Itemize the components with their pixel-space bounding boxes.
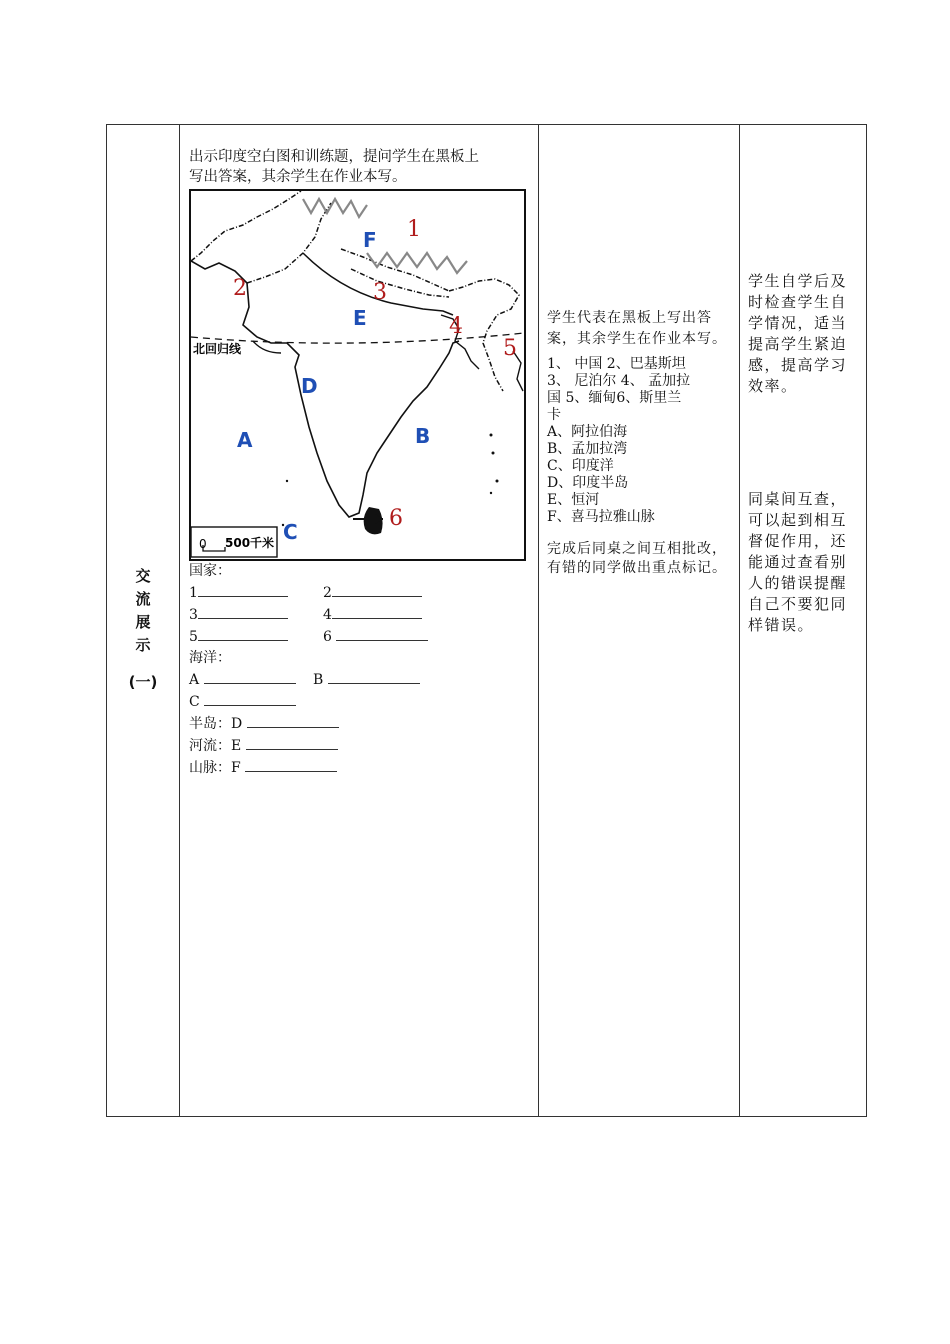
blank-label: 河流：E	[189, 738, 242, 754]
answer-line: D、印度半岛	[547, 475, 629, 491]
answer-blank[interactable]	[198, 604, 288, 619]
peer-review-note: 完成后同桌之间互相批改，有错的同学做出重点标记。	[547, 541, 727, 576]
answer-blank[interactable]	[245, 757, 337, 772]
blank-label: 6	[323, 629, 332, 645]
map-drawing	[191, 191, 524, 559]
instruction-line: 出示印度空白图和训练题，提问学生在黑板上	[189, 149, 479, 165]
country-number: 1	[407, 217, 421, 242]
scale-label: 500千米	[225, 536, 275, 550]
region-letter: A	[237, 428, 253, 452]
india-blank-map	[189, 189, 526, 561]
answer-blank[interactable]	[332, 582, 422, 597]
tropic-label: 北回归线	[193, 342, 242, 356]
answer-line: A、阿拉伯海	[547, 424, 628, 440]
instruction-line: 写出答案，其余学生在作业本写。	[189, 169, 407, 185]
teacher-activity-cell	[179, 125, 538, 1116]
answer-blank[interactable]	[198, 626, 288, 641]
country-header: 国家：	[189, 563, 231, 579]
region-letter: D	[301, 374, 318, 398]
scale-zero: 0	[199, 537, 207, 551]
answer-blank[interactable]	[247, 713, 339, 728]
himalaya-mark	[303, 199, 367, 217]
answer-blank[interactable]	[198, 582, 288, 597]
country-number: 2	[233, 276, 247, 301]
answer-line: 1、 中国 2、巴基斯坦	[547, 356, 686, 372]
answer-blank[interactable]	[246, 735, 338, 750]
student-activity-cell	[538, 125, 739, 1116]
blank-label: 5	[189, 629, 198, 645]
answer-blank[interactable]	[332, 604, 422, 619]
region-letter: E	[353, 306, 367, 330]
blank-label: C	[189, 694, 200, 710]
answer-blank[interactable]	[204, 669, 296, 684]
answer-blank[interactable]	[336, 626, 428, 641]
blank-label: 2	[323, 585, 332, 601]
answer-line: C、印度洋	[547, 458, 614, 474]
region-letter: F	[363, 228, 377, 252]
blank-label: A	[189, 672, 200, 688]
stage-char: 交	[135, 567, 151, 585]
country-number: 4	[449, 314, 463, 339]
blank-label: 半岛：D	[189, 716, 243, 732]
country-number: 6	[389, 506, 403, 531]
blank-label: 4	[323, 607, 332, 623]
answer-line: B、孟加拉湾	[547, 441, 628, 457]
blank-label: 1	[189, 585, 198, 601]
stage-char: 展	[135, 613, 151, 631]
answer-blank[interactable]	[204, 691, 296, 706]
intent-paragraph: 学生自学后及时检查学生自学情况，适当提高学生紧迫感，提高学习效率。	[748, 272, 848, 395]
answer-line: 3、 尼泊尔 4、 孟加拉	[547, 373, 691, 389]
stage-char: 流	[135, 590, 151, 608]
region-letter: C	[283, 520, 298, 544]
blank-label: 山脉：F	[189, 760, 241, 776]
design-intent-cell	[739, 125, 868, 1116]
stage-sub: (一)	[128, 673, 158, 691]
answer-blank[interactable]	[328, 669, 420, 684]
region-letter: B	[415, 424, 431, 448]
answer-line: 国 5、缅甸6、斯里兰	[547, 390, 682, 406]
country-number: 3	[373, 280, 387, 305]
lesson-table	[106, 124, 867, 1117]
answer-line: F、喜马拉雅山脉	[547, 509, 655, 525]
blank-label: B	[313, 672, 324, 688]
country-number: 5	[503, 336, 517, 361]
stage-label	[107, 565, 179, 694]
blank-label: 3	[189, 607, 198, 623]
coastline	[191, 261, 459, 517]
answer-line: 卡	[547, 407, 561, 423]
intent-paragraph: 同桌间互查，可以起到相互督促作用，还能通过查看别人的错误提醒自己不要犯同样错误。	[748, 490, 848, 634]
ocean-header: 海洋：	[189, 650, 231, 666]
answer-line: E、恒河	[547, 492, 600, 508]
stage-char: 示	[135, 636, 151, 654]
student-intro: 学生代表在黑板上写出答案，其余学生在作业本写。	[547, 310, 727, 347]
